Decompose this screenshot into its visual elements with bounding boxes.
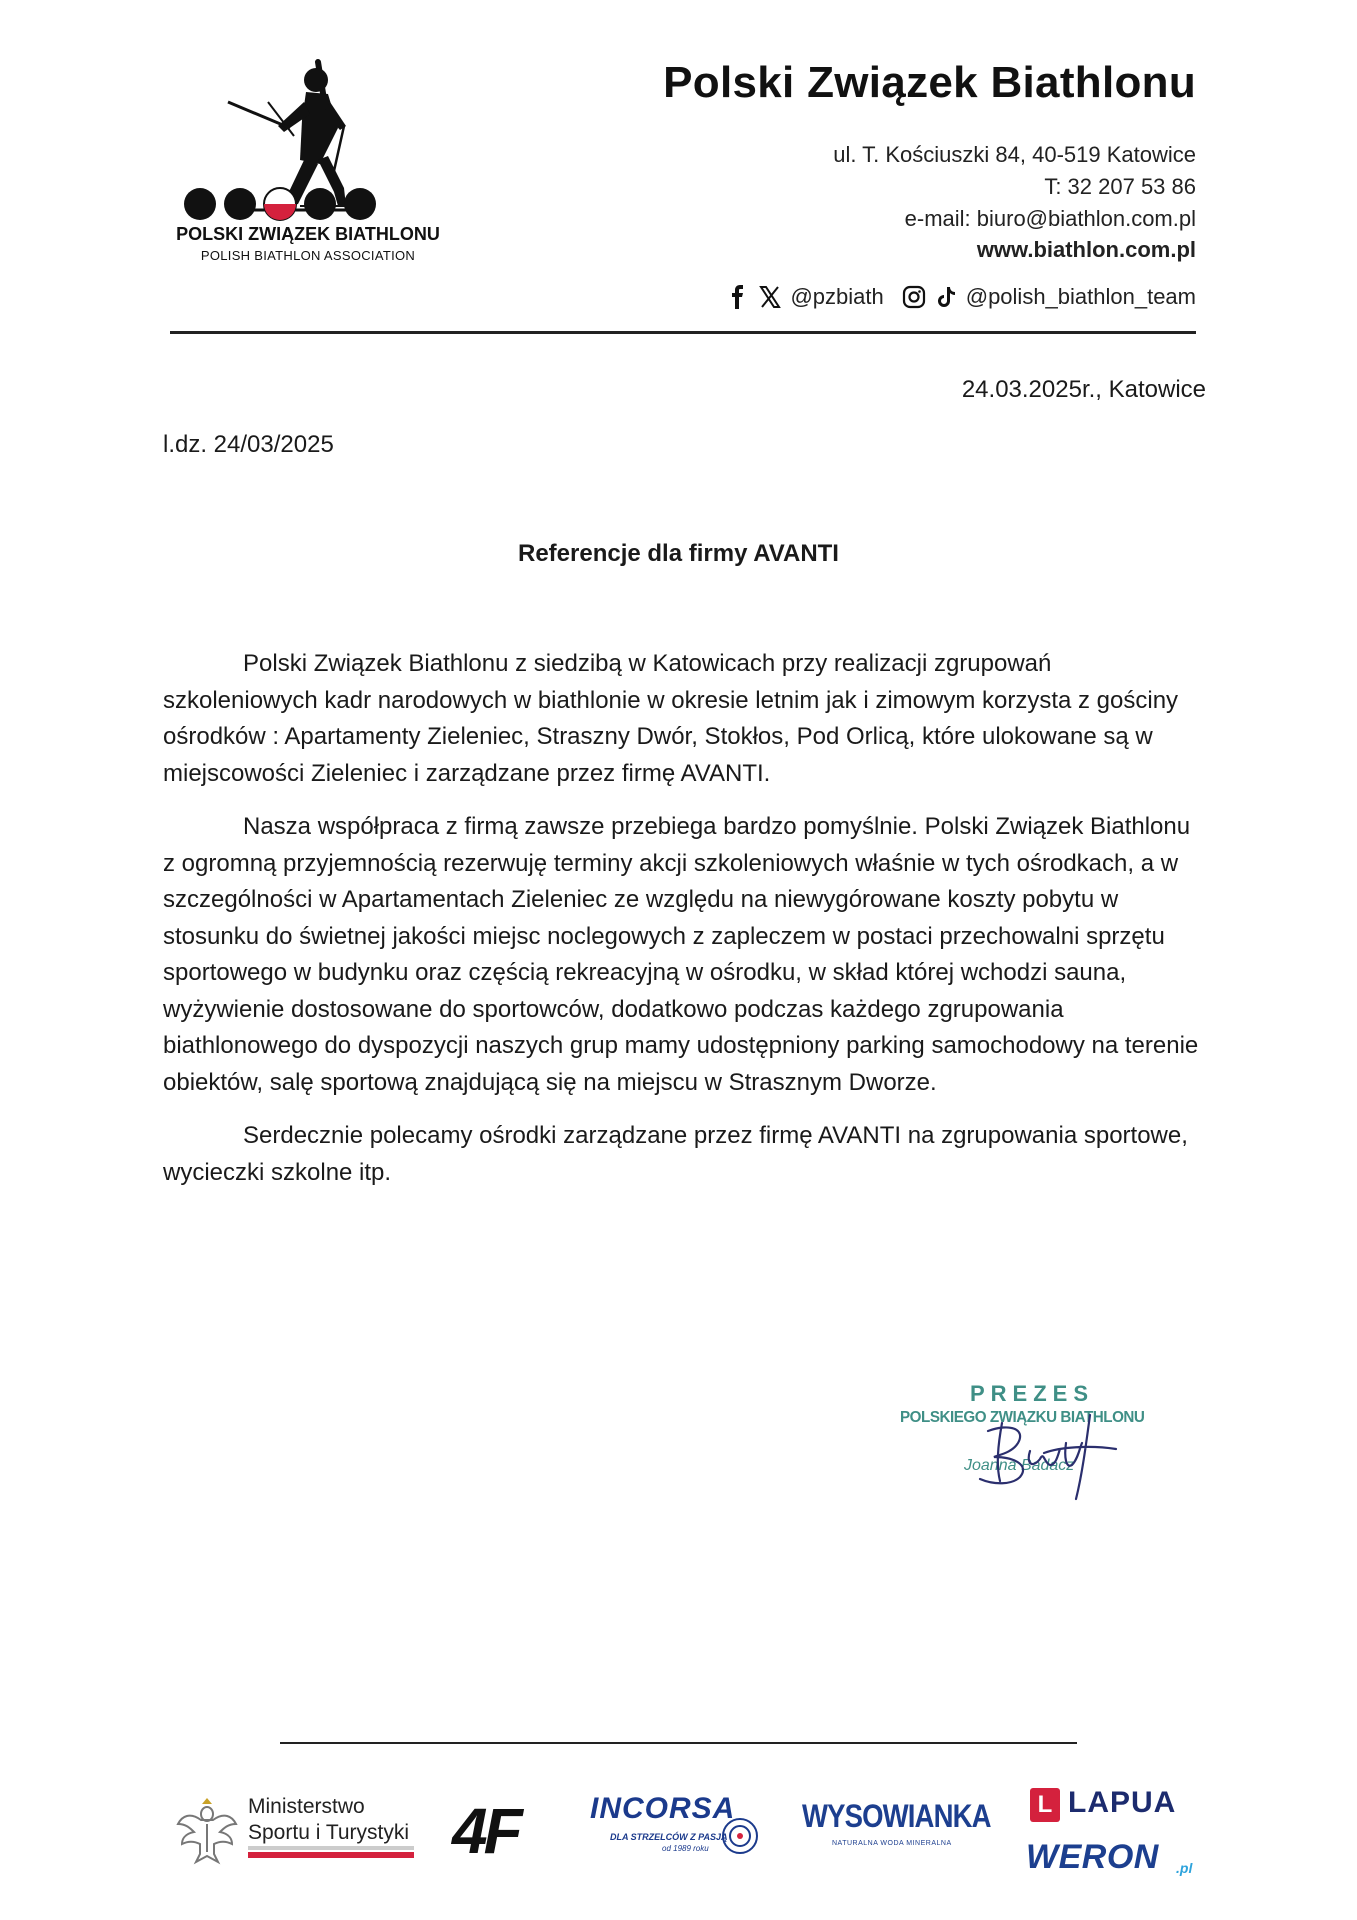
logo-text-main: POLSKI ZWIĄZEK BIATHLONU [176, 224, 440, 244]
pzb-logo [168, 56, 448, 266]
brand-4f-logo: 4F [452, 1795, 519, 1867]
wysowianka-tagline: NATURALNA WODA MINERALNA [832, 1840, 952, 1847]
ministry-bar-white [248, 1846, 414, 1850]
eagle-emblem-icon [176, 1794, 238, 1866]
ministry-bar-red [248, 1852, 414, 1858]
social-handle-instagram: @polish_biathlon_team [965, 284, 1196, 309]
letter-body [163, 646, 1203, 1208]
incorsa-tagline: DLA STRZELCÓW Z PASJĄ [610, 1832, 728, 1842]
sponsor-logos [170, 1780, 1200, 1900]
stamp-name: Joanna Badacz [964, 1457, 1075, 1474]
facebook-icon [726, 285, 750, 309]
ministry-logo [170, 1786, 420, 1876]
tiktok-icon [934, 285, 958, 309]
org-email: e-mail: biuro@biathlon.com.pl [904, 206, 1196, 231]
ministry-line-1: Ministerstwo [248, 1795, 365, 1818]
body-paragraph-3: Serdecznie polecamy ośrodki zarządzane przez firmę AVANTI na zgrupowania sportowe, wycieczki szkolne itp. [163, 1122, 1188, 1186]
wysowianka-name: WYSOWIANKA [802, 1798, 991, 1834]
footer-divider [280, 1742, 1077, 1744]
social-handle-x: @pzbiath [790, 284, 884, 309]
wysowianka-logo [802, 1796, 992, 1866]
letter-date: 24.03.2025r., Katowice [961, 376, 1206, 403]
org-website: www.biathlon.com.pl [976, 237, 1196, 262]
x-icon [758, 285, 782, 309]
letter-subject: Referencje dla firmy AVANTI [518, 540, 839, 567]
incorsa-logo [590, 1792, 770, 1862]
weron-suffix: .pl [1176, 1860, 1193, 1876]
weron-name: WERON [1026, 1838, 1159, 1876]
stamp-org: POLSKIEGO ZWIĄZKU BIATHLONU [900, 1409, 1145, 1426]
body-paragraph-1: Polski Związek Biathlonu z siedzibą w Katowicach przy realizacji zgrupowań szkoleniowych kadr narodowych w biathlonie w okresie letnim jak i zimowym korzysta z gościny ośrodków : Apartamenty Zieleniec, Straszny Dwór, Stokłos, Pod Orlicą, które ulokowane są w miejscowości Zieleniec i zarządzane przez firmę AVANTI. [163, 650, 1179, 787]
body-paragraph-2: Nasza współpraca z firmą zawsze przebiega bardzo pomyślnie. Polski Związek Biathlonu z ogromną przyjemnością rezerwuję terminy akcji szkoleniowych właśnie w tych ośrodkach, a w szczególności w Apartamentach Zieleniec ze względu na niewygórowane koszty pobytu w stosunku do świetnej jakości miejsc noclegowych z zapleczem w postaci przechowalni sprzętu sportowego w budynku oraz częścią rekreacyjną w ośrodku, w skład której wchodzi sauna, wyżywienie dostosowane do sportowców, dodatkowo podczas każdego zgrupowania biathlonowego do dyspozycji naszych grup mamy udostępniony parking samochodowy na terenie obiektów, salę sportową znajdującą się na miejscu w Strasznym Dworze. [163, 813, 1199, 1096]
instagram-icon [902, 285, 926, 309]
org-name: Polski Związek Biathlonu [663, 58, 1196, 107]
org-phone: T: 32 207 53 86 [1044, 174, 1196, 199]
incorsa-since: od 1989 roku [662, 1844, 709, 1853]
targets-icon [182, 186, 382, 222]
signature-stamp [900, 1375, 1160, 1505]
header-divider [170, 331, 1196, 334]
lapua-logo [1030, 1782, 1200, 1826]
weron-logo [1026, 1838, 1206, 1888]
logo-text-sub: POLISH BIATHLON ASSOCIATION [200, 248, 416, 263]
lapua-mark: L [1030, 1788, 1060, 1822]
incorsa-name: INCORSA [590, 1792, 736, 1825]
reference-number: l.dz. 24/03/2025 [163, 431, 334, 458]
lapua-name: LAPUA [1068, 1786, 1177, 1819]
handwritten-signature [940, 1395, 1140, 1505]
stamp-title: PREZES [970, 1381, 1095, 1406]
social-row [726, 284, 1196, 310]
org-address: ul. T. Kościuszki 84, 40-519 Katowice [833, 142, 1196, 167]
ministry-line-2: Sportu i Turystyki [248, 1821, 410, 1844]
